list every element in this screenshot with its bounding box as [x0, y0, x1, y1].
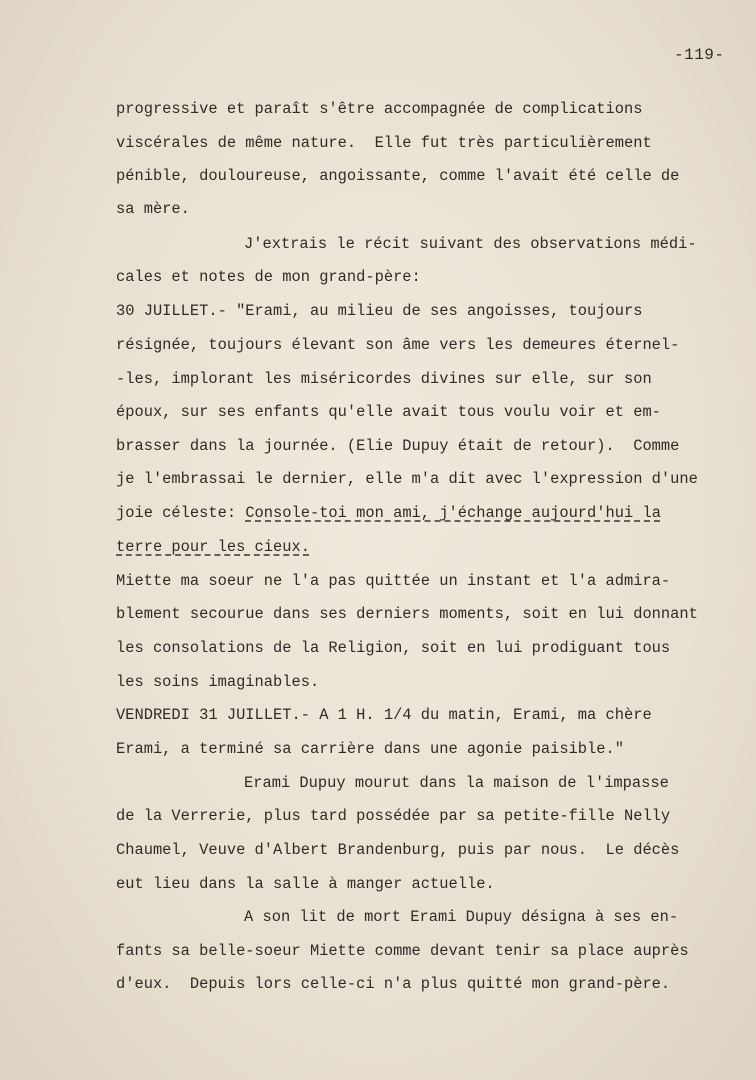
text-line: brasser dans la journée. (Elie Dupuy était de retour). Comme	[116, 437, 680, 455]
text-line: viscérales de même nature. Elle fut très particulièrement	[116, 134, 652, 152]
text-line: les soins imaginables.	[116, 673, 320, 691]
text-line: progressive et paraît s'être accompagnée de complications	[116, 100, 643, 118]
text-line: Erami, a terminé sa carrière dans une agonie paisible."	[116, 740, 624, 758]
text-line: résignée, toujours élevant son âme vers les demeures éternel-	[116, 336, 680, 354]
text-line: blement secourue dans ses derniers moments, soit en lui donnant	[116, 605, 698, 623]
text-line: sa mère.	[116, 200, 190, 218]
text-line: les consolations de la Religion, soit en lui prodiguant tous	[116, 639, 671, 657]
text-line: Chaumel, Veuve d'Albert Brandenburg, puis par nous. Le décès	[116, 841, 680, 859]
text-line: je l'embrassai le dernier, elle m'a dit avec l'expression d'une	[116, 470, 698, 488]
text-line: cales et notes de mon grand-père:	[116, 268, 421, 286]
text-line: époux, sur ses enfants qu'elle avait tous voulu voir et em-	[116, 403, 661, 421]
text-segment: joie céleste:	[116, 504, 246, 522]
text-line: fants sa belle-soeur Miette comme devant tenir sa place auprès	[116, 942, 689, 960]
text-line: d'eux. Depuis lors celle-ci n'a plus quitté mon grand-père.	[116, 975, 671, 993]
text-line	[116, 503, 661, 523]
page-number: -119-	[674, 46, 725, 64]
underlined-quote: Console-toi mon ami, j'échange aujourd'hui la	[245, 504, 661, 522]
text-line: pénible, douloureuse, angoissante, comme l'avait été celle de	[116, 167, 680, 185]
text-line: -les, implorant les miséricordes divines sur elle, sur son	[116, 370, 652, 388]
text-line: A son lit de mort Erami Dupuy désigna à ses en-	[244, 908, 679, 926]
text-line: 30 JUILLET.- "Erami, au milieu de ses angoisses, toujours	[116, 302, 643, 320]
underlined-quote: terre pour les cieux.	[116, 538, 310, 556]
text-line	[116, 537, 310, 557]
text-line: J'extrais le récit suivant des observations médi-	[244, 235, 697, 253]
text-line: eut lieu dans la salle à manger actuelle.	[116, 875, 495, 893]
text-line: VENDREDI 31 JUILLET.- A 1 H. 1/4 du matin, Erami, ma chère	[116, 706, 652, 724]
text-line: Erami Dupuy mourut dans la maison de l'impasse	[244, 774, 669, 792]
text-line: Miette ma soeur ne l'a pas quittée un instant et l'a admira-	[116, 572, 671, 590]
text-line: de la Verrerie, plus tard possédée par sa petite-fille Nelly	[116, 807, 671, 825]
